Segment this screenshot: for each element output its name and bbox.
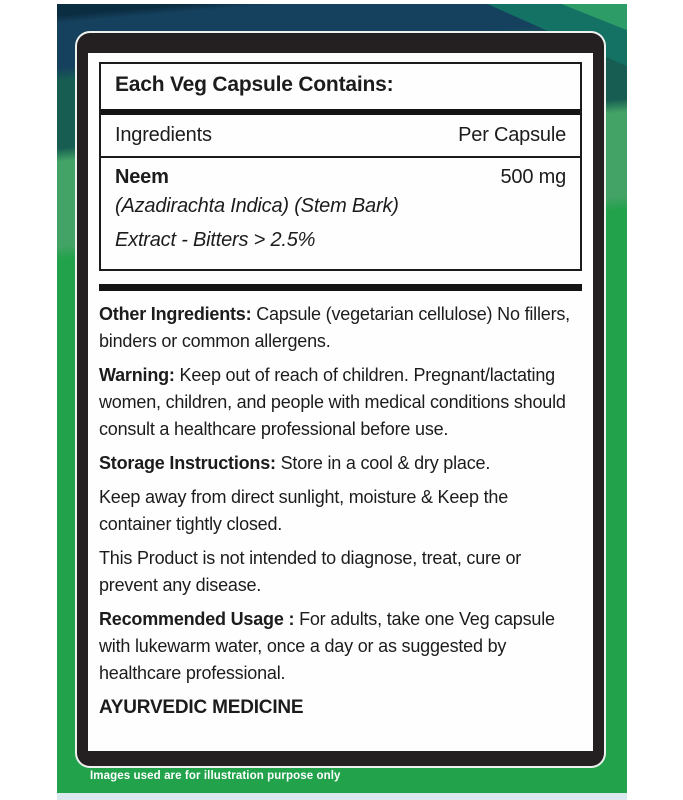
ingredient-amount: 500 mg (500, 166, 566, 188)
ingredient-name: Neem (115, 166, 169, 188)
table-title: Each Veg Capsule Contains: (115, 73, 394, 96)
label-content (88, 53, 593, 751)
ingredient-row (101, 158, 580, 269)
illustration-disclaimer: Images used are for illustration purpose only (90, 770, 341, 782)
recommended-usage-paragraph: Recommended Usage : For adults, take one Veg capsule with lukewarm water, once a day or as suggested by healthcare professional. (99, 609, 555, 683)
column-per-capsule: Per Capsule (458, 124, 566, 146)
column-header-row (101, 115, 580, 158)
section-thick-rule (99, 284, 582, 291)
info-paragraphs (99, 301, 582, 721)
storage-instructions-paragraph: Storage Instructions: Store in a cool & dry place. (99, 453, 491, 473)
other-ingredients-paragraph: Other Ingredients: Capsule (vegetarian cellulose) No fillers, binders or common allergens. (99, 304, 570, 351)
ingredient-extract-info: Extract - Bitters > 2.5% (115, 229, 316, 251)
supplement-facts-table (99, 62, 582, 271)
column-ingredients: Ingredients (115, 124, 212, 146)
product-label-card (77, 33, 604, 766)
warning-paragraph: Warning: Keep out of reach of children. Pregnant/lactating women, children, and people with medical conditions should consult a healthcare professional before use. (99, 365, 566, 439)
disclaimer-paragraph: This Product is not intended to diagnose, treat, cure or prevent any disease. (99, 548, 522, 595)
ayurvedic-medicine-heading: AYURVEDIC MEDICINE (99, 697, 304, 718)
ingredient-botanical-name: (Azadirachta Indica) (Stem Bark) (115, 195, 399, 217)
keep-away-paragraph: Keep away from direct sunlight, moisture & Keep the container tightly closed. (99, 487, 509, 534)
bottom-edge-strip (57, 793, 627, 800)
